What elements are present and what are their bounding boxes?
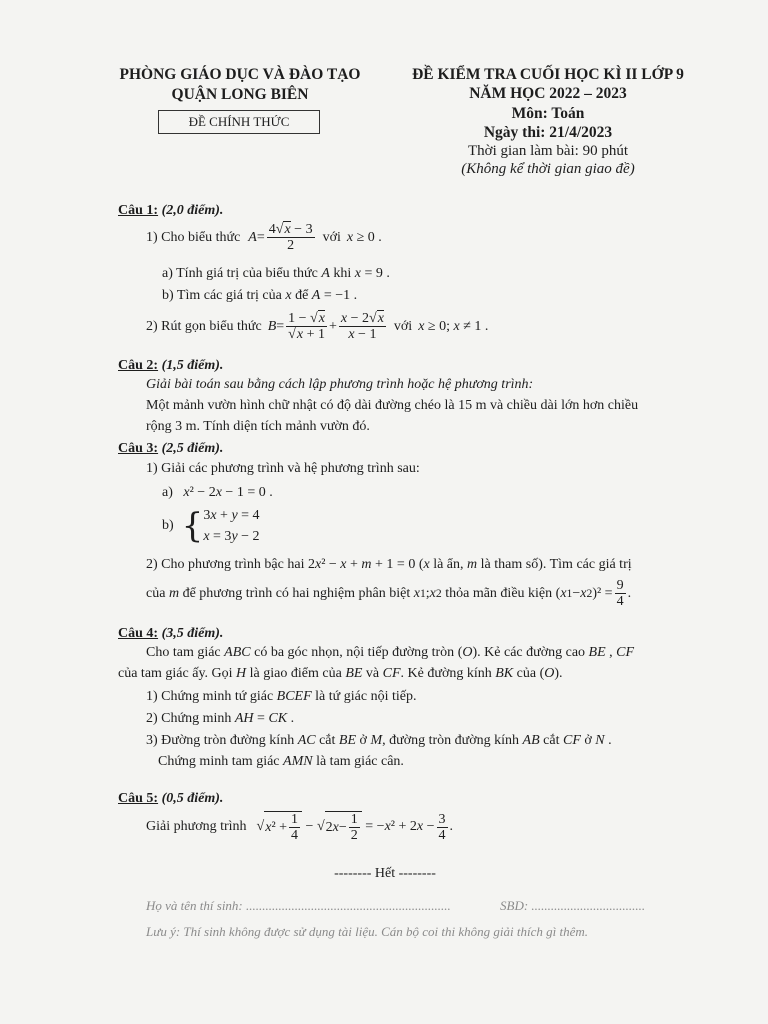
q1-part-a-text: a) Tính giá trị của biểu thức	[162, 266, 318, 281]
q1-part-b-mid: để	[295, 288, 309, 303]
q4-part2: 2) Chứng minh AH = CK .	[146, 711, 295, 726]
q4-l1c: . Kẻ các đường cao	[477, 645, 586, 660]
question-2-heading	[118, 358, 223, 374]
q4-l2d: . Kẻ đường kính	[400, 666, 492, 681]
q3-part2b-post: thỏa mãn điều kiện	[445, 585, 553, 601]
q3-part-b: b) { 3x + y = 4 x = 3y − 2	[162, 506, 260, 546]
subject: Môn: Toán	[511, 105, 585, 122]
q3-part-b-label: b)	[162, 518, 174, 533]
q3-part2-line1: 2) Cho phương trình bậc hai 2x² − x + m + 1 = 0 (x là ẩn, m là tham số). Tìm các giá trị	[146, 557, 632, 572]
end-marker: -------- Hết --------	[334, 866, 436, 881]
q4-p3c: ở	[359, 733, 367, 748]
exam-title: ĐỀ KIỂM TRA CUỐI HỌC KÌ II LỚP 9	[412, 66, 684, 83]
q1-part-b-text: b) Tìm các giá trị của	[162, 288, 282, 303]
q4-part3-line1: 3) Đường tròn đường kính AC cắt BE ở M, đường tròn đường kính AB cắt CF ở N .	[146, 733, 612, 748]
question-1-title: Câu 1:	[118, 203, 159, 218]
question-4-points: (3,5 điểm).	[161, 626, 224, 641]
q4-p3g: Chứng minh tam giác	[158, 754, 280, 769]
q4-p1: 1) Chứng minh tứ giác	[146, 689, 274, 704]
q4-l1b: có ba góc nhọn, nội tiếp đường tròn	[254, 645, 455, 660]
question-3-heading	[118, 441, 223, 457]
fraction-a: $\frac{4√x - 3}{2}$	[268, 222, 313, 253]
q3-part2-mid: là ẩn,	[433, 557, 464, 572]
question-5-heading	[118, 791, 223, 807]
q1-part1-text: 1) Cho biểu thức	[146, 229, 241, 245]
q4-part1: 1) Chứng minh tứ giác BCEF là tứ giác nội tiếp.	[146, 689, 417, 704]
q3-part2-text: 2) Cho phương trình bậc hai	[146, 557, 305, 572]
q2-text-line1: Một mảnh vườn hình chữ nhật có độ dài đường chéo là 15 m và chiều dài lớn hơn chiều	[146, 398, 639, 413]
q3-part2b-mid: để phương trình có hai nghiệm phân biệt	[182, 585, 411, 601]
q3-part2-line2: của m để phương trình có hai nghiệm phân biệt x 1 ; x 2 thỏa mãn điều kiện ( x 1 − x 2 )² = $\frac{9}{4}$ .	[146, 578, 632, 609]
fraction-b2: $\frac{x - 2√x}{x - 1}$	[340, 311, 384, 342]
q4-line2: của tam giác ấy. Gọi H là giao điểm của BE và CF. Kẻ đường kính BK của (O).	[118, 666, 563, 681]
q1-part1: 1) Cho biểu thức A = $\frac{4√x - 3}{2}$ với x ≥ 0 .	[146, 222, 382, 253]
question-3-title: Câu 3:	[118, 441, 159, 456]
q4-p3e: cắt	[543, 733, 560, 748]
official-exam-label: ĐỀ CHÍNH THỨC	[158, 110, 320, 134]
exam-date: Ngày thi: 21/4/2023	[483, 124, 613, 141]
q4-p1b: là tứ giác nội tiếp.	[315, 689, 417, 704]
q5-equation: Giải phương trình √ x ² + $\frac{1}{4}$ − √ 2 x − $\frac{1}{2}$ = −x² + 2x − $\frac{3}{4}$ .	[146, 811, 453, 843]
fraction-b1: $\frac{1 - √x}{√x + 1}$	[288, 311, 325, 342]
question-3-points: (2,5 điểm).	[161, 441, 224, 456]
q4-p3a: 3) Đường tròn đường kính	[146, 733, 295, 748]
question-2-title: Câu 2:	[118, 358, 159, 373]
question-5-title: Câu 5:	[118, 791, 159, 806]
q1-part-b: b) Tìm các giá trị của x để A = −1 .	[162, 288, 358, 303]
question-4-heading	[118, 626, 223, 642]
q4-l1a: Cho tam giác	[146, 645, 221, 660]
q4-l2e: của	[516, 666, 537, 681]
q1-part-a-mid: khi	[333, 266, 352, 281]
question-1-points: (2,0 điểm).	[161, 203, 224, 218]
q4-l2c: và	[365, 666, 380, 681]
q1-part2-condition-text: với	[393, 318, 413, 334]
q1-part-a: a) Tính giá trị của biểu thức A khi x = 9 .	[162, 266, 390, 281]
q1-part1-condition-text: với	[322, 229, 341, 245]
q2-text-line2: rộng 3 m. Tính diện tích mảnh vườn đó.	[146, 419, 370, 434]
q4-line1: Cho tam giác ABC có ba góc nhọn, nội tiếp đường tròn (O). Kẻ các đường cao BE , CF	[146, 645, 635, 660]
q3-part2-post: là tham số). Tìm các giá trị	[480, 557, 632, 572]
q2-instruction: Giải bài toán sau bằng cách lập phương trình hoặc hệ phương trình:	[146, 377, 534, 392]
q4-p3f: ở	[584, 733, 592, 748]
candidate-name-field: Họ và tên thí sinh: ...............................................................	[146, 898, 451, 913]
district-name: QUẬN LONG BIÊN	[171, 86, 309, 103]
q4-l2a: của tam giác ấy. Gọi	[118, 666, 233, 681]
q3-part-a-label: a)	[162, 485, 173, 500]
school-year: NĂM HỌC 2022 – 2023	[469, 85, 627, 102]
q4-p3b: cắt	[319, 733, 336, 748]
department-name: PHÒNG GIÁO DỤC VÀ ĐÀO TẠO	[119, 66, 361, 83]
question-4-title: Câu 4:	[118, 626, 159, 641]
footer-note: Lưu ý: Thí sinh không được sử dụng tài liệu. Cán bộ coi thi không giải thích gì thêm.	[146, 924, 589, 939]
q4-l2b: là giao điểm của	[249, 666, 342, 681]
q1-part2-text: 2) Rút gọn biểu thức	[146, 318, 262, 334]
question-1-heading	[118, 203, 223, 219]
q4-p2: 2) Chứng minh	[146, 711, 232, 726]
q3-part-a: a) x² − 2x − 1 = 0 .	[162, 485, 273, 500]
q5-text: Giải phương trình	[146, 819, 247, 834]
duration-note: (Không kể thời gian giao đề)	[461, 161, 635, 177]
q4-part3-line2: Chứng minh tam giác AMN là tam giác cân.	[158, 754, 404, 769]
q4-p3h: là tam giác cân.	[316, 754, 404, 769]
q3-part1: 1) Giải các phương trình và hệ phương trình sau:	[146, 461, 420, 476]
duration: Thời gian làm bài: 90 phút	[468, 143, 628, 159]
q3-part2b-pre: của	[146, 585, 166, 601]
question-5-points: (0,5 điểm).	[161, 791, 224, 806]
q1-part2: 2) Rút gọn biểu thức B = $\frac{1 - √x}{√x + 1}$ + $\frac{x - 2√x}{x - 1}$ với x ≥ 0; x ≠ 1 .	[146, 311, 489, 342]
question-2-points: (1,5 điểm).	[161, 358, 224, 373]
candidate-number-field: SBD: ...................................	[500, 898, 646, 913]
q4-p3d: , đường tròn đường kính	[382, 733, 520, 748]
